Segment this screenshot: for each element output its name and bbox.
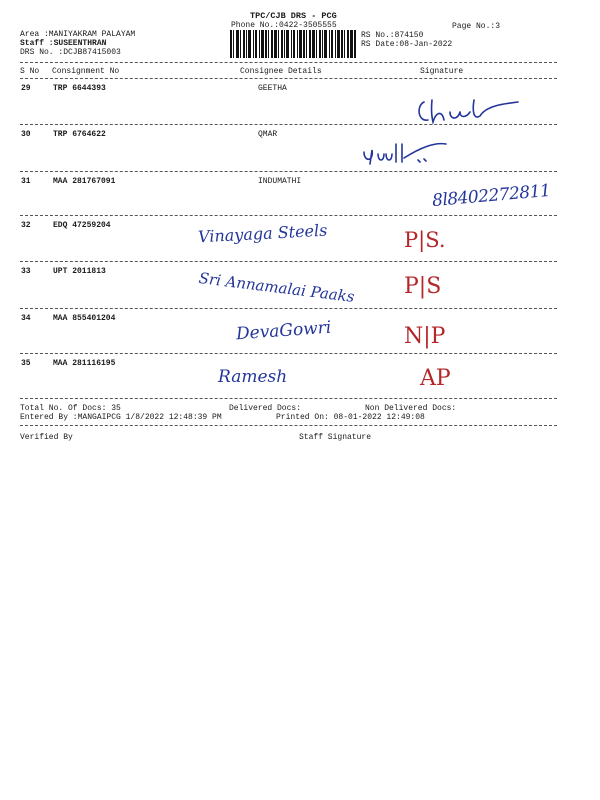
- drs-number: DRS No. :DCJB87415003: [20, 48, 121, 57]
- handwritten-consignee-34: DevaGowri: [235, 317, 332, 345]
- staff-signature: Staff Signature: [299, 433, 372, 442]
- row-sno: 30: [21, 130, 31, 139]
- rs-number: RS No.:874150: [361, 31, 424, 40]
- entered-by: Entered By :MANGAIPCG 1/8/2022 12:48:39 PM: [20, 413, 222, 422]
- row-sno: 34: [21, 314, 31, 323]
- row-consignment: UPT 2011813: [53, 267, 106, 276]
- handwritten-signature-29: [414, 92, 524, 132]
- row-sno: 32: [21, 221, 31, 230]
- verified-by: Verified By: [20, 433, 73, 442]
- row-rule: [20, 353, 557, 354]
- row-sno: 31: [21, 177, 31, 186]
- row-consignee: GEETHA: [258, 84, 287, 93]
- delivery-status-34: N|P: [404, 324, 446, 349]
- header-rule-top: [20, 62, 557, 63]
- row-rule: [20, 171, 557, 172]
- row-consignment: TRP 6764622: [53, 130, 106, 139]
- row-rule: [20, 215, 557, 216]
- col-signature: Signature: [420, 67, 464, 76]
- staff-label: Staff :SUSEENTHRAN: [20, 39, 107, 48]
- col-consignment: Consignment No: [52, 67, 120, 76]
- row-consignment: TRP 6644393: [53, 84, 106, 93]
- row-rule: [20, 124, 557, 125]
- row-sno: 29: [21, 84, 31, 93]
- printed-on: Printed On: 08-01-2022 12:49:08: [276, 413, 425, 422]
- delivery-status-35: AP: [420, 366, 451, 391]
- col-sno: S No: [20, 67, 40, 76]
- row-consignment: MAA 281767091: [53, 177, 116, 186]
- handwritten-signature-31: 8l8402272811: [431, 180, 552, 212]
- report-title: TPC/CJB DRS - PCG: [250, 11, 337, 21]
- handwritten-consignee-32: Vinayaga Steels: [197, 220, 328, 247]
- row-consignee: QMAR: [258, 130, 278, 139]
- row-consignment: MAA 281116195: [53, 359, 116, 368]
- delivery-status-33: P|S: [404, 274, 442, 299]
- non-delivered-docs: Non Delivered Docs:: [365, 404, 457, 413]
- header-rule-bottom: [20, 78, 557, 79]
- delivery-status-32: P|S.: [404, 228, 446, 252]
- rs-date: RS Date:08-Jan-2022: [361, 40, 453, 49]
- row-sno: 33: [21, 267, 31, 276]
- handwritten-consignee-35: Ramesh: [218, 367, 288, 387]
- row-consignment: MAA 855401204: [53, 314, 116, 323]
- col-consignee: Consignee Details: [240, 67, 322, 76]
- phone-number: Phone No.:0422-3505555: [231, 21, 337, 30]
- row-consignment: EDQ 47259204: [53, 221, 111, 230]
- footer-rule: [20, 425, 557, 426]
- row-rule: [20, 261, 557, 262]
- page-number: Page No.:3: [452, 22, 501, 31]
- barcode: [230, 30, 356, 58]
- handwritten-consignee-33: Sri Annamalai Paaks: [197, 269, 356, 306]
- handwritten-signature-30: [360, 138, 450, 168]
- row-rule: [20, 308, 557, 309]
- row-consignee: INDUMATHI: [258, 177, 302, 186]
- total-docs: Total No. Of Docs: 35: [20, 404, 121, 413]
- area-label: Area :MANIYAKRAM PALAYAM: [20, 30, 136, 39]
- table-bottom-rule: [20, 398, 557, 399]
- delivered-docs: Delivered Docs:: [229, 404, 302, 413]
- row-sno: 35: [21, 359, 31, 368]
